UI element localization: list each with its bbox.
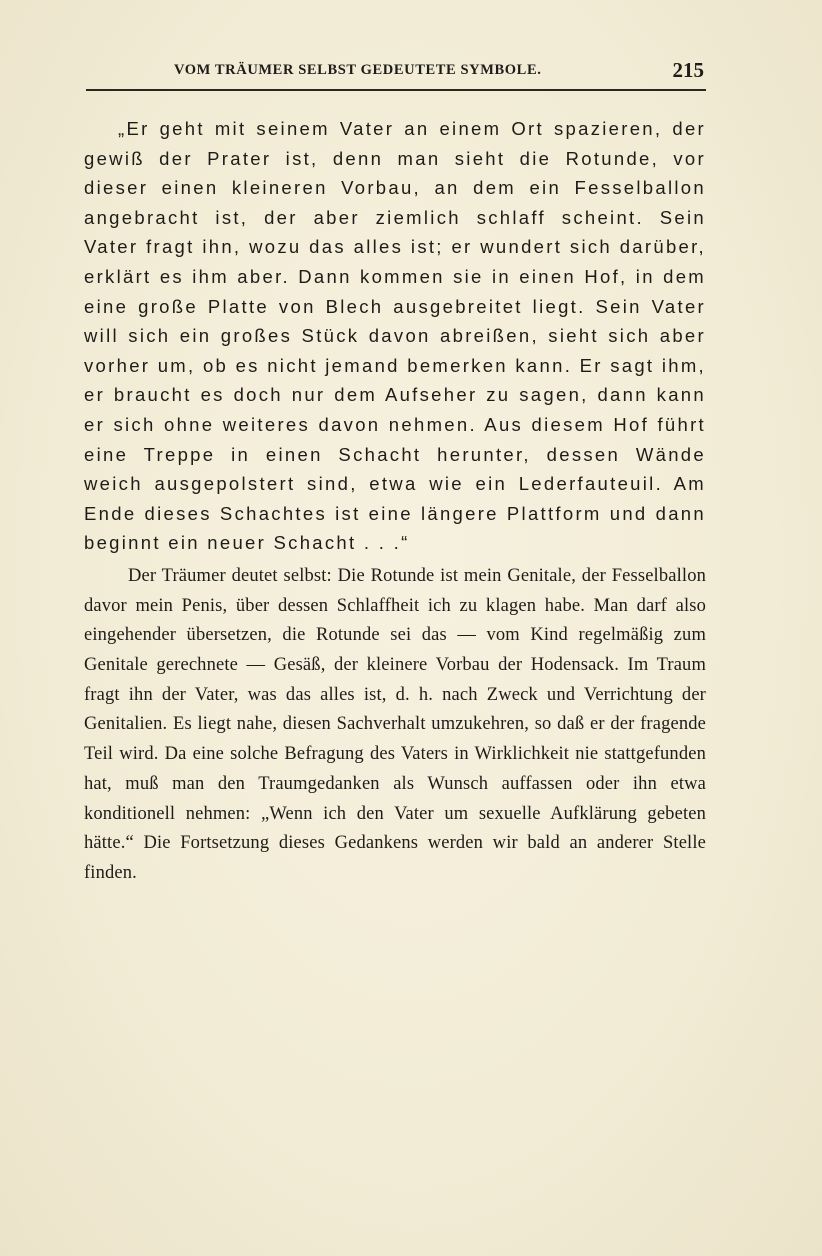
- header-rule: [86, 89, 706, 91]
- running-head: [88, 60, 708, 86]
- page-number: 215: [672, 58, 704, 82]
- interpretation-paragraph: Der Träumer deutet selbst: Die Rotunde ist mein Genitale, der Fesselballon davor mein Penis, über dessen Schlaffheit ich zu klagen habe. Man darf also eingehender übersetzen, die Rotunde sei das — vom Kind regelmäßig zum Genitale gerechnete — Gesäß, der kleinere Vorbau der Hodensack. Im Traum fragt ihn der Vater, was das alles ist, d. h. nach Zweck und Verrichtung der Genitalien. Es liegt nahe, diesen Sachverhalt umzukehren, so daß er der fragende Teil wird. Da eine solche Befragung des Vaters in Wirklichkeit nie stattgefunden hat, muß man den Traumgedanken als Wunsch auffassen oder ihn etwa konditionell nehmen: „Wenn ich den Vater um sexuelle Aufklärung gebeten hätte.“ Die Fortsetzung dieses Gedankens werden wir bald an anderer Stelle finden.: [84, 565, 706, 883]
- body-text: [84, 114, 706, 889]
- dream-quote-paragraph: „Er geht mit seinem Vater an einem Ort spazieren, der gewiß der Prater ist, denn man sieht die Rotunde, vor dieser einen kleineren Vorbau, an dem ein Fesselballon angebracht ist, der aber ziemlich schlaff scheint. Sein Vater fragt ihn, wozu das alles ist; er wundert sich darüber, erklärt es ihm aber. Dann kommen sie in einen Hof, in dem eine große Platte von Blech ausgebreitet liegt. Sein Vater will sich ein großes Stück davon abreißen, sieht sich aber vorher um, ob es nicht jemand bemerken kann. Er sagt ihm, er braucht es doch nur dem Aufseher zu sagen, dann kann er sich ohne weiteres davon nehmen. Aus diesem Hof führt eine Treppe in einen Schacht herunter, dessen Wände weich ausgepolstert sind, etwa wie ein Lederfauteuil. Am Ende dieses Schachtes ist eine längere Plattform und dann beginnt ein neuer Schacht . . .“: [84, 118, 706, 554]
- running-title: VOM TRÄUMER SELBST GEDEUTETE SYMBOLE.: [174, 62, 542, 78]
